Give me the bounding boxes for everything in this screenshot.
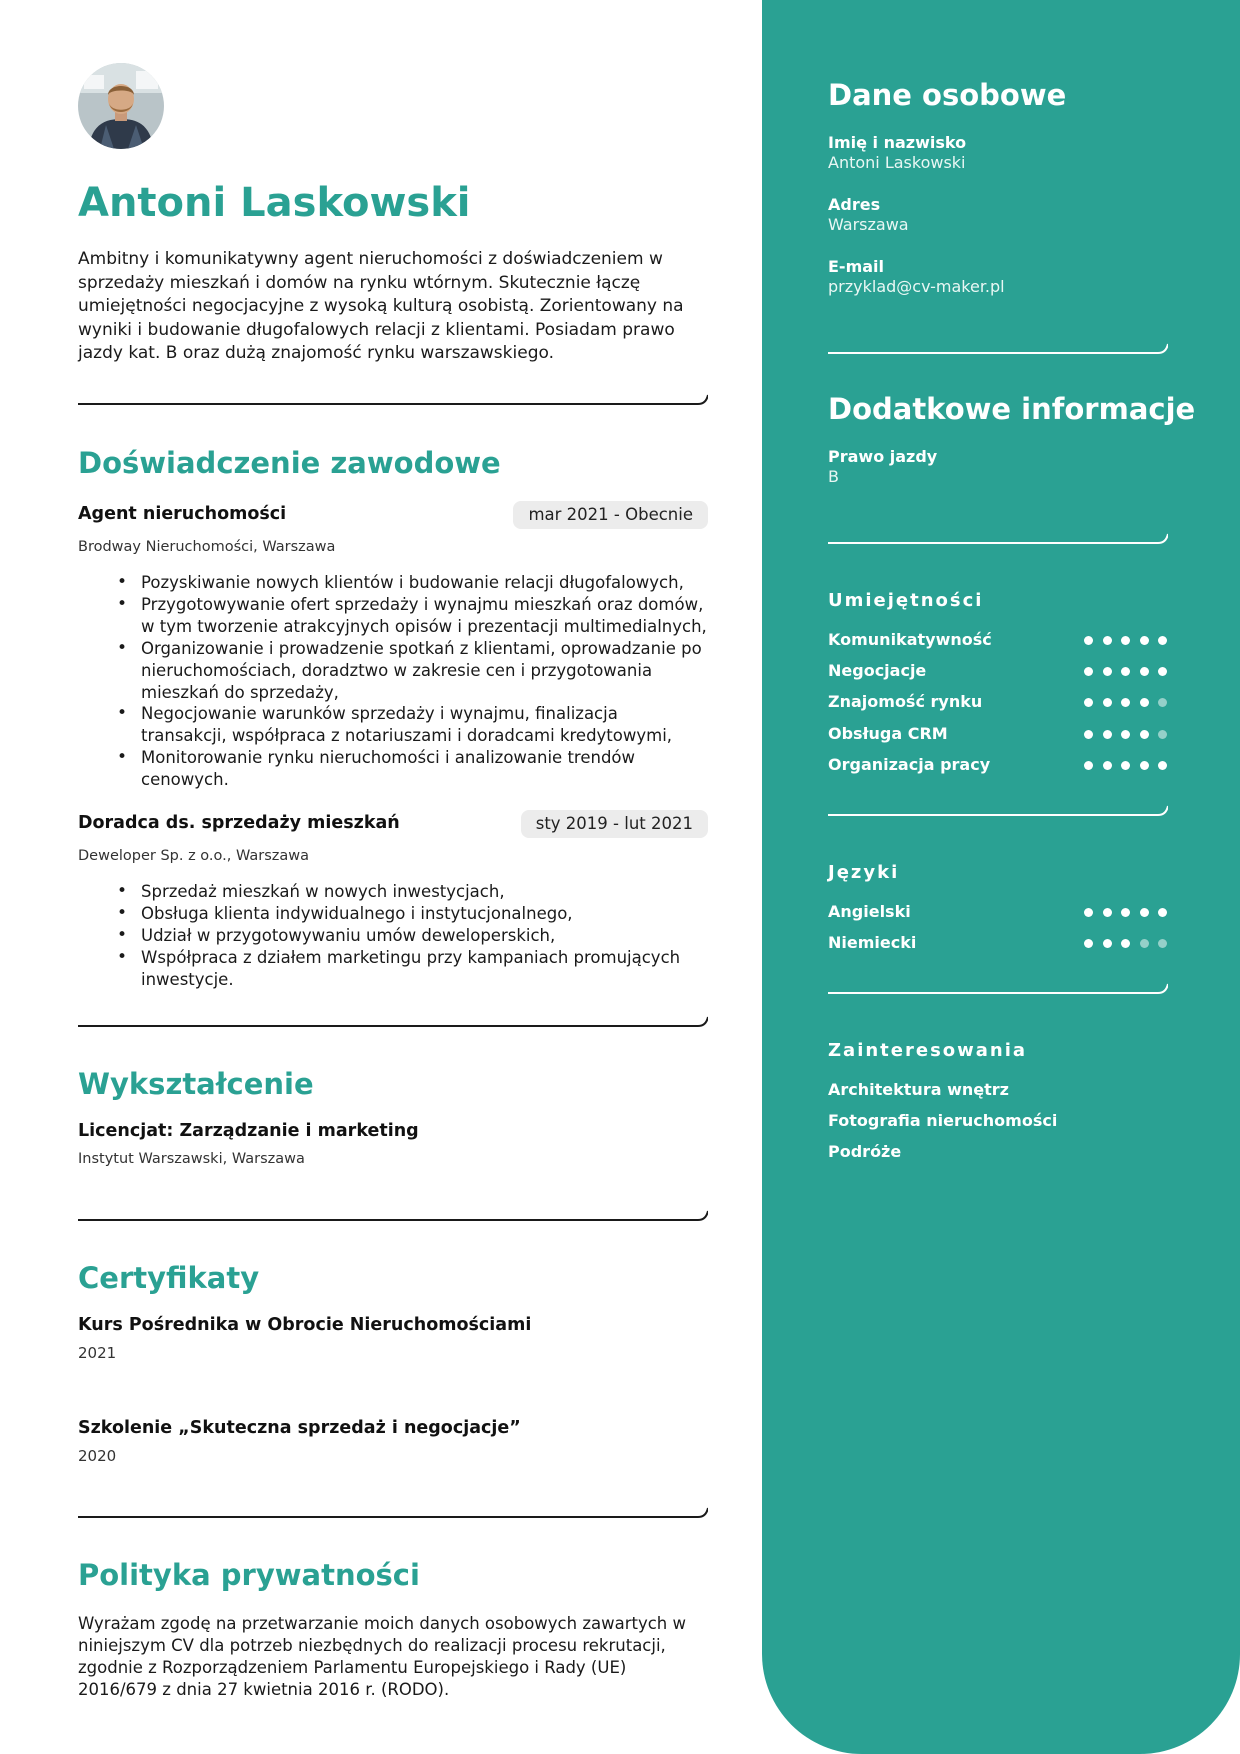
rating-dot-filled: [1158, 761, 1167, 770]
rating-dot-filled: [1103, 636, 1112, 645]
sidebar: [762, 0, 1240, 1754]
certificate-name: Kurs Pośrednika w Obrocie Nieruchomościami: [78, 1315, 532, 1335]
rating-dot-filled: [1140, 761, 1149, 770]
rating-dots: [1084, 636, 1168, 646]
job-duties-list: [78, 572, 708, 791]
rating-dots: [1084, 698, 1168, 708]
rating-dot-filled: [1121, 761, 1130, 770]
job-dates-badge: sty 2019 - lut 2021: [521, 810, 708, 838]
rating-label: Komunikatywność: [828, 630, 992, 649]
rating-label: Obsługa CRM: [828, 723, 948, 743]
section-divider: [828, 531, 1168, 545]
education-school: Instytut Warszawski, Warszawa: [78, 1151, 305, 1167]
rating-dot-filled: [1140, 730, 1149, 739]
list-item: • Negocjowanie warunków sprzedaży i wynajmu, finalizacja transakcji, współpraca z notariuszami i doradcami kredytowymi,: [141, 703, 708, 747]
rating-row: [828, 902, 1168, 924]
rating-row: [828, 724, 1168, 746]
list-item: • Organizowanie i prowadzenie spotkań z klientami, oprowadzanie po nieruchomościach, doradztwo w zakresie cen i przygotowania mieszkań do sprzedaży,: [141, 638, 708, 704]
rating-row: [828, 630, 1168, 652]
field-value: B: [828, 467, 839, 486]
rating-dot-filled: [1084, 730, 1093, 739]
rating-dot-filled: [1084, 698, 1093, 707]
interest-item: Podróże: [828, 1142, 902, 1161]
list-item: • Monitorowanie rynku nieruchomości i analizowanie trendów cenowych.: [141, 747, 708, 791]
privacy-clause: Wyrażam zgodę na przetwarzanie moich danych osobowych zawartych w niniejszym CV dla potrzeb niezbędnych do realizacji procesu rekrutacji, zgodnie z Rozporządzeniem Parlamentu Europejskiego i Rady (UE) 2016/679 z dnia 27 kwietnia 2016 r. (RODO).: [78, 1614, 686, 1699]
email-value: przyklad@cv-maker.pl: [828, 277, 1005, 296]
education-degree: Licencjat: Zarządzanie i marketing: [78, 1121, 419, 1141]
rating-dot-filled: [1140, 908, 1149, 917]
rating-dot-filled: [1140, 636, 1149, 645]
interests-title: Zainteresowania: [828, 1040, 1028, 1061]
rating-row: [828, 755, 1168, 777]
rating-dot-empty: [1158, 939, 1167, 948]
rating-dot-filled: [1158, 636, 1167, 645]
field-value: Antoni Laskowski: [828, 153, 966, 172]
rating-row: [828, 933, 1168, 955]
personal-data-title: Dane osobowe: [828, 78, 1067, 112]
experience-title: Doświadczenie zawodowe: [78, 446, 501, 480]
avatar: [78, 63, 164, 149]
rating-dot-empty: [1158, 698, 1167, 707]
rating-dot-empty: [1158, 730, 1167, 739]
rating-dot-filled: [1103, 761, 1112, 770]
rating-row: [828, 692, 1168, 714]
rating-row: [828, 661, 1168, 683]
candidate-name: Antoni Laskowski: [78, 180, 471, 226]
section-divider: [828, 981, 1168, 995]
list-item: • Przygotowywanie ofert sprzedaży i wynajmu mieszkań oraz domów, w tym tworzenie atrakcyjnych opisów i prezentacji multimedialnych,: [141, 594, 708, 638]
rating-label: Organizacja pracy: [828, 754, 991, 774]
interest-item: Architektura wnętrz: [828, 1080, 1009, 1099]
certificates-title: Certyfikaty: [78, 1261, 260, 1295]
field-label: Imię i nazwisko: [828, 133, 967, 152]
rating-label: Angielski: [828, 902, 911, 921]
privacy-title: Polityka prywatności: [78, 1558, 420, 1592]
rating-dots: [1084, 908, 1168, 918]
list-item: • Pozyskiwanie nowych klientów i budowanie relacji długofalowych,: [141, 572, 708, 594]
certificate-year: 2020: [78, 1447, 117, 1465]
list-item: • Współpraca z działem marketingu przy kampaniach promujących inwestycje.: [141, 947, 708, 991]
rating-dot-filled: [1121, 939, 1130, 948]
job-duties-list: [78, 881, 708, 991]
rating-dot-empty: [1140, 939, 1149, 948]
section-divider: [78, 1014, 708, 1028]
section-divider: [828, 341, 1168, 355]
rating-dot-filled: [1158, 667, 1167, 676]
avatar-photo-icon: [78, 63, 164, 149]
rating-dot-filled: [1103, 730, 1112, 739]
skills-title: Umiejętności: [828, 590, 984, 611]
field-label: Adres: [828, 195, 881, 214]
job-company: Brodway Nieruchomości, Warszawa: [78, 539, 336, 555]
rating-dot-filled: [1103, 667, 1112, 676]
rating-label: Znajomość rynku: [828, 692, 983, 712]
rating-dots: [1084, 761, 1168, 771]
rating-dot-filled: [1084, 939, 1093, 948]
education-title: Wykształcenie: [78, 1067, 314, 1101]
rating-dots: [1084, 730, 1168, 740]
rating-dot-filled: [1140, 698, 1149, 707]
certificate-name: Szkolenie „Skuteczna sprzedaż i negocjacje”: [78, 1418, 521, 1438]
list-item: • Sprzedaż mieszkań w nowych inwestycjach,: [141, 881, 708, 903]
rating-dot-filled: [1121, 636, 1130, 645]
rating-label: Negocjacje: [828, 661, 927, 681]
list-item: • Udział w przygotowywaniu umów deweloperskich,: [141, 925, 708, 947]
rating-dot-filled: [1084, 908, 1093, 917]
additional-info-title: Dodatkowe informacje: [828, 392, 1196, 426]
field-value: Warszawa: [828, 215, 909, 234]
rating-dot-filled: [1140, 667, 1149, 676]
section-divider: [78, 392, 708, 406]
list-item: • Obsługa klienta indywidualnego i instytucjonalnego,: [141, 903, 708, 925]
rating-dot-filled: [1084, 667, 1093, 676]
section-divider: [828, 803, 1168, 817]
section-divider: [78, 1208, 708, 1222]
rating-dots: [1084, 667, 1168, 677]
rating-dot-filled: [1121, 667, 1130, 676]
rating-dot-filled: [1158, 908, 1167, 917]
job-position: Agent nieruchomości: [78, 504, 287, 524]
languages-title: Języki: [828, 862, 900, 883]
job-dates-badge: mar 2021 - Obecnie: [513, 501, 708, 529]
rating-dot-filled: [1121, 730, 1130, 739]
interest-item: Fotografia nieruchomości: [828, 1111, 1058, 1130]
rating-dot-filled: [1121, 908, 1130, 917]
rating-dots: [1084, 939, 1168, 949]
field-label: Prawo jazdy: [828, 447, 938, 466]
rating-dot-filled: [1103, 939, 1112, 948]
rating-label: Niemiecki: [828, 933, 917, 953]
rating-dot-filled: [1084, 636, 1093, 645]
profile-summary: Ambitny i komunikatywny agent nieruchomości z doświadczeniem w sprzedaży mieszkań i domów na rynku wtórnym. Skutecznie łączę umiejętności negocjacyjne z wysoką kulturą osobistą. Zorientowany na wyniki i budowanie długofalowych relacji z klientami. Posiadam prawo jazdy kat. B oraz dużą znajomość rynku warszawskiego.: [78, 249, 684, 363]
certificate-year: 2021: [78, 1344, 117, 1362]
rating-dot-filled: [1103, 698, 1112, 707]
rating-dot-filled: [1084, 761, 1093, 770]
rating-dot-filled: [1103, 908, 1112, 917]
rating-dot-filled: [1121, 698, 1130, 707]
section-divider: [78, 1505, 708, 1519]
field-label: E-mail: [828, 257, 885, 276]
job-position: Doradca ds. sprzedaży mieszkań: [78, 813, 400, 833]
job-company: Deweloper Sp. z o.o., Warszawa: [78, 848, 310, 864]
